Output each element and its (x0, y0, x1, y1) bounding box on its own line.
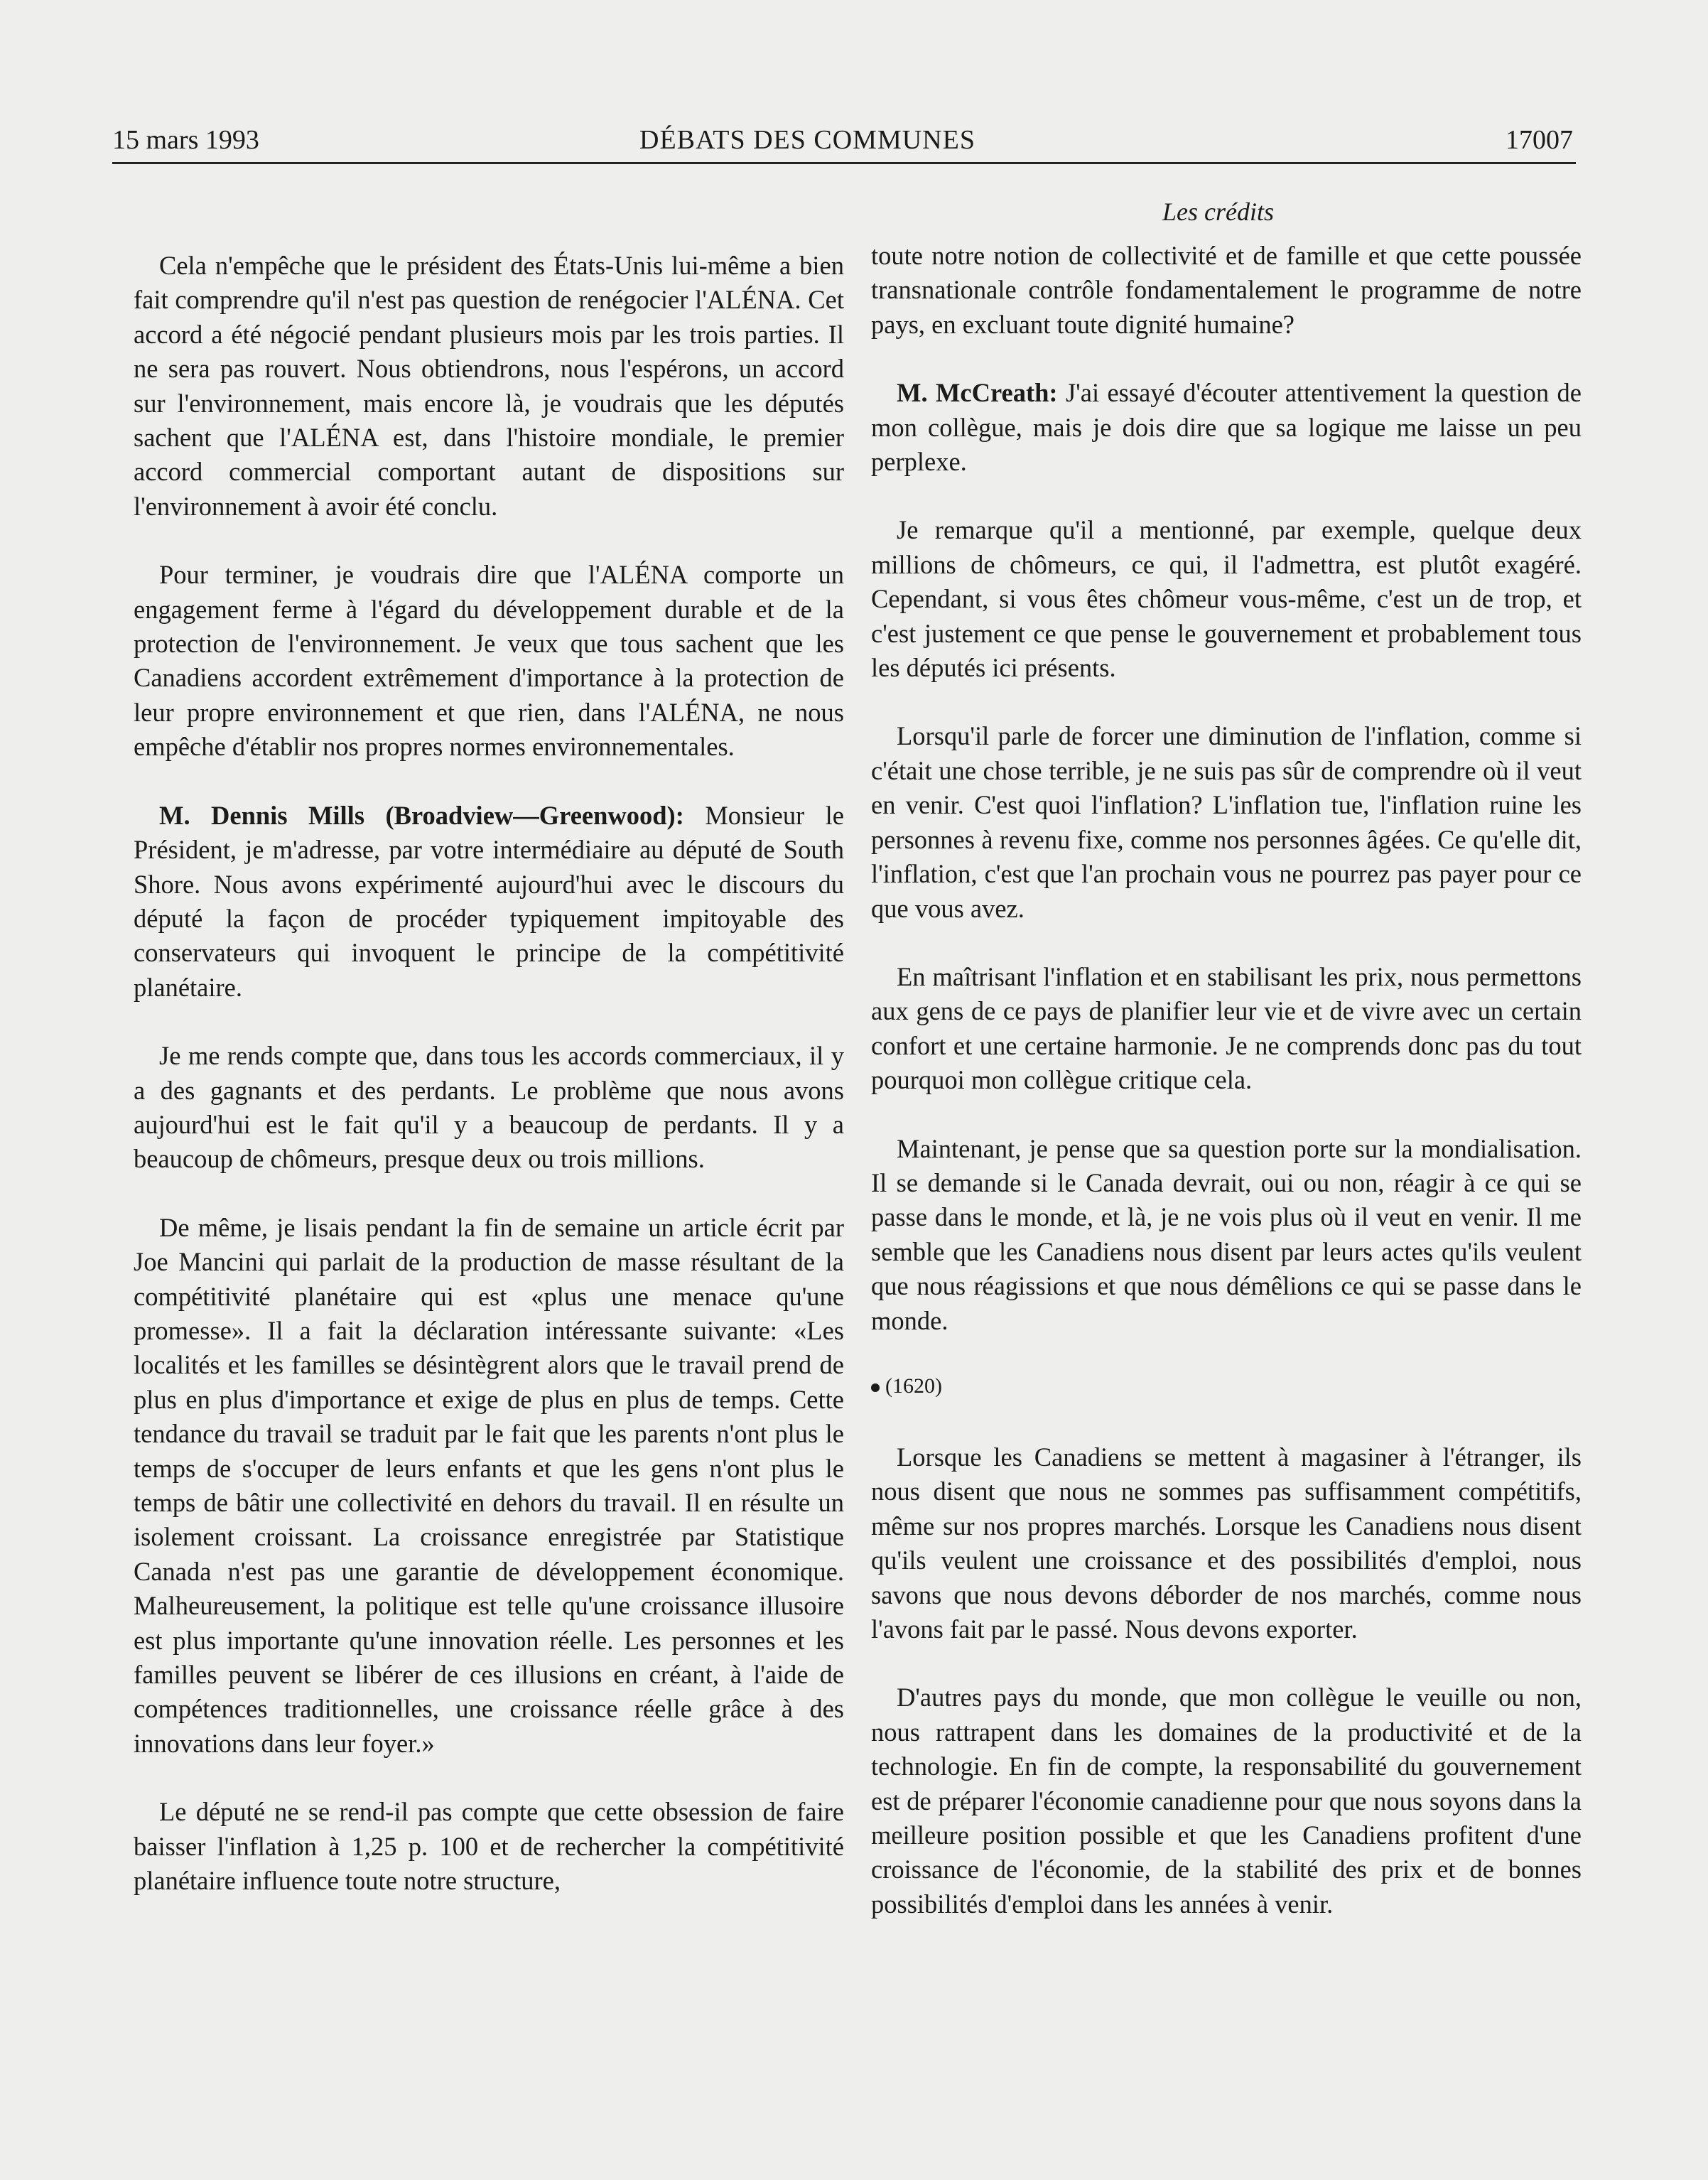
running-head: Les crédits (1162, 198, 1274, 226)
paragraph: Le député ne se rend-il pas compte que cette obsession de faire baisser l'inflation à 1,25 p. 100 et de rechercher la compétitivité planétaire influence toute notre structure, (134, 1797, 844, 1896)
header-title: DÉBATS DES COMMUNES (639, 125, 975, 155)
speaker-paragraph (134, 799, 844, 1005)
speaker-text: J'ai essayé d'écouter attentivement la question de mon collègue, mais je dois dire que sa logique me laisse un peu perplexe. (871, 378, 1582, 477)
left-column (134, 249, 844, 1898)
paragraph: Lorsqu'il parle de forcer une diminution de l'inflation, comme si c'était une chose terrible, je ne suis pas sûr de comprendre où il veut en venir. C'est quoi l'inflation? L'inflation tue, l'inflation ruine les personnes à revenu fixe, comme nos personnes âgées. Ce qu'elle dit, l'inflation, c'est que l'an prochain vous ne pourrez pas payer pour ce que vous avez. (871, 721, 1582, 923)
paragraph: Pour terminer, je voudrais dire que l'ALÉNA comporte un engagement ferme à l'égard du développement durable et de la protection de l'environnement. Je veux que tous sachent que les Canadiens accordent extrêmement d'importance à la protection de leur propre environnement et que rien, dans l'ALÉNA, ne nous empêche d'établir nos propres normes environnementales. (134, 560, 844, 762)
paragraph: Lorsque les Canadiens se mettent à magasiner à l'étranger, ils nous disent que nous ne sommes pas suffisamment compétitifs, même sur nos propres marchés. Lorsque les Canadiens nous disent qu'ils veulent une croissance et des possibilités d'emploi, nous savons que nous devons déborder de nos marchés, comme nous l'avons fait par le passé. Nous devons exporter. (871, 1442, 1582, 1644)
paragraph: De même, je lisais pendant la fin de semaine un article écrit par Joe Mancini qui parlait de la production de masse résultant de la compétitivité planétaire qui est «plus une menace qu'une promesse». Il a fait la déclaration intéressante suivante: «Les localités et les familles se désintègrent alors que le travail prend de plus en plus d'importance et exige de plus en plus de temps. Cette tendance du travail se traduit par le fait que les parents n'ont plus le temps de s'occuper de leurs enfants et que les gens n'ont plus le temps de bâtir une collectivité en dehors du travail. Il en résulte un isolement croissant. La croissance enregistrée par Statistique Canada n'est pas une garantie de développement économique. Malheureusement, la politique est telle qu'une croissance illusoire est plus importante qu'une innovation réelle. Les personnes et les familles peuvent se libérer de ces illusions en créant, à l'aide de compétences traditionnelles, une croissance réelle grâce à des innovations dans leur foyer.» (134, 1212, 844, 1758)
header-rule (112, 162, 1576, 164)
paragraph: D'autres pays du monde, que mon collègue le veuille ou non, nous rattrapent dans les domaines de la productivité et de la technologie. En fin de compte, la responsabilité du gouvernement est de préparer l'économie canadienne pour que nous soyons dans la meilleure position possible et que les Canadiens profitent d'une croissance de l'économie, de la stabilité des prix et de bonnes possibilités d'emploi dans les années à venir. (871, 1683, 1582, 1919)
paragraph: En maîtrisant l'inflation et en stabilisant les prix, nous permettons aux gens de ce pays de planifier leur vie et de vivre avec un certain confort et une certaine harmonie. Je ne comprends donc pas du tout pourquoi mon collègue critique cela. (871, 961, 1582, 1095)
time-marker (871, 1372, 1582, 1401)
speaker-name: M. McCreath: (897, 378, 1058, 408)
header-date: 15 mars 1993 (112, 125, 259, 155)
paragraph: Cela n'empêche que le président des États-Unis lui-même a bien fait comprendre qu'il n'est pas question de renégocier l'ALÉNA. Cet accord a été négocié pendant plusieurs mois par les trois parties. Il ne sera pas rouvert. Nous obtiendrons, nous l'espérons, un accord sur l'environnement, mais encore là, je voudrais que les députés sachent que l'ALÉNA est, dans l'histoire mondiale, le premier accord commercial comportant autant de dispositions sur l'environnement à avoir été conclu. (134, 251, 844, 521)
time-marker-text: (1620) (885, 1374, 942, 1398)
paragraph-continued: toute notre notion de collectivité et de famille et que cette poussée transnationale contrôle fondamentalement le programme de notre pays, en excluant toute dignité humaine? (871, 241, 1582, 339)
paragraph: Je remarque qu'il a mentionné, par exemple, quelque deux millions de chômeurs, ce qui, il l'admettra, est plutôt exagéré. Cependant, si vous êtes chômeur vous-même, c'est un de trop, et c'est justement ce que pense le gouvernement et probablement tous les députés ici présents. (871, 515, 1582, 683)
paragraph: Maintenant, je pense que sa question porte sur la mondialisation. Il se demande si le Canada devrait, oui ou non, réagir à ce qui se passe dans le monde, et là, je ne vois plus où il veut en venir. Il me semble que les Canadiens nous disent par leurs actes qu'ils veulent que nous réagissions et que nous démêlions ce qui se passe dans le monde. (871, 1133, 1582, 1335)
paragraph: Je me rends compte que, dans tous les accords commerciaux, il y a des gagnants et des perdants. Le problème que nous avons aujourd'hui est le fait qu'il y a beaucoup de perdants. Il y a beaucoup de chômeurs, presque deux ou trois millions. (134, 1041, 844, 1174)
right-column (871, 239, 1582, 1921)
bullet-icon (871, 1383, 880, 1392)
header-page-number: 17007 (1506, 125, 1573, 155)
speaker-text: Monsieur le Président, je m'adresse, par votre intermédiaire au député de South Shore. Nous avons expérimenté aujourd'hui avec le discours du député la façon de procéder typiquement impitoyable des conservateurs qui invoquent le principe de la compétitivité planétaire. (134, 800, 844, 1002)
speaker-paragraph (871, 376, 1582, 479)
speaker-name: M. Dennis Mills (Broadview—Greenwood): (159, 800, 684, 830)
